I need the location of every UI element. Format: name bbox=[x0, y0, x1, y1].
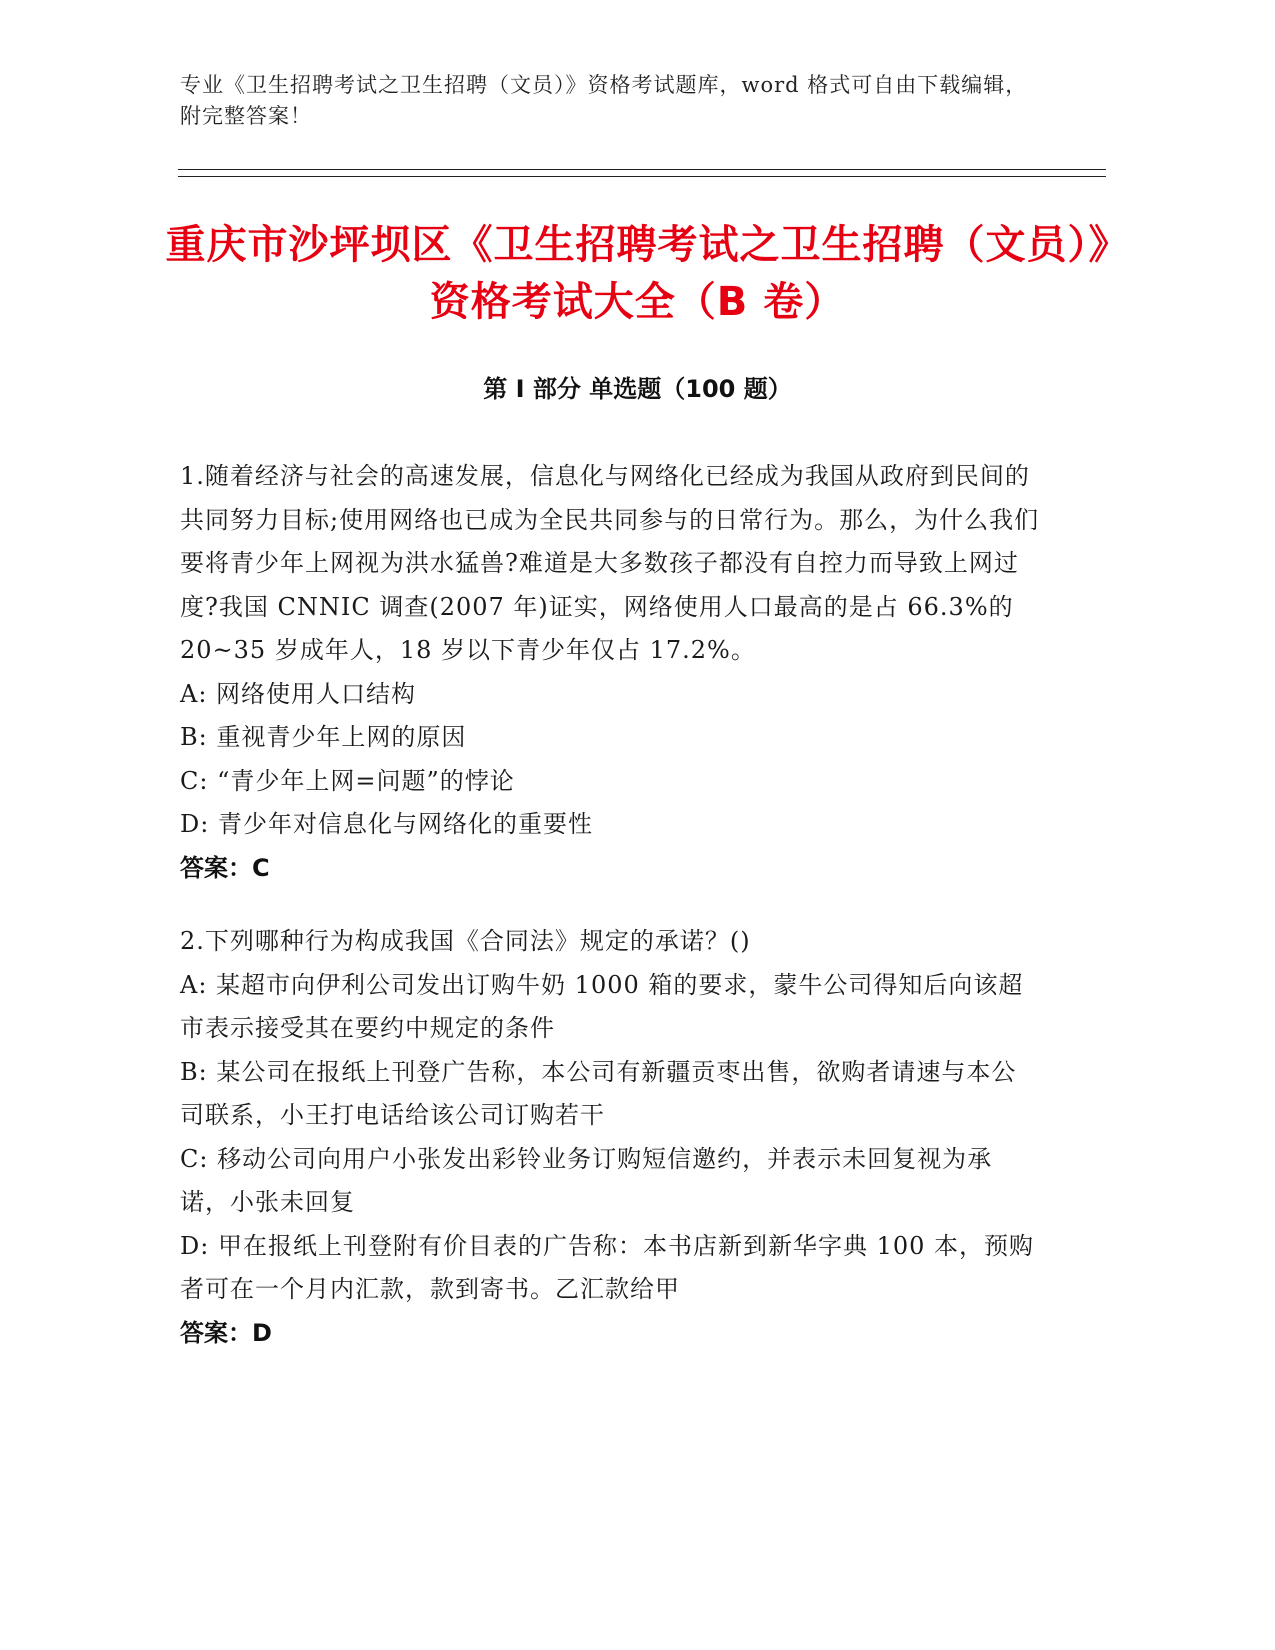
option-d: D: 青少年对信息化与网络化的重要性 bbox=[180, 810, 593, 838]
option-b: B: 重视青少年上网的原因 bbox=[180, 723, 467, 751]
section-title: 第 I 部分 单选题（100 题） bbox=[483, 375, 792, 403]
header-divider-top bbox=[178, 169, 1106, 170]
question-list bbox=[180, 455, 1040, 1385]
option-a: A: 网络使用人口结构 bbox=[180, 679, 417, 708]
option-c: C: “青少年上网=问题”的悖论 bbox=[180, 766, 515, 795]
option-a: A: 某超市向伊利公司发出订购牛奶 1000 箱的要求，蒙牛公司得知后向该超市表示接受其在要约中规定的条件 bbox=[180, 970, 1024, 1042]
header-note: 专业《卫生招聘考试之卫生招聘（文员）》资格考试题库，word 格式可自由下载编辑，附完整答案！ bbox=[180, 73, 1028, 128]
question-2 bbox=[180, 920, 1040, 1355]
document-title: 重庆市沙坪坝区《卫生招聘考试之卫生招聘（文员）》资格考试大全（B 卷） bbox=[165, 222, 1110, 325]
question-stem: 1.随着经济与社会的高速发展，信息化与网络化已经成为我国从政府到民间的共同努力目标;使用网络也已成为全民共同参与的日常行为。那么，为什么我们要将青少年上网视为洪水猛兽?难道是大多数孩子都没有自控力而导致上网过度?我国 CNNIC 调查(2007 年)证实，网络使用人口最高的是占 66.3%的 20~35 岁成年人，18 岁以下青少年仅占 17.2%。 bbox=[180, 462, 1040, 664]
question-stem: 2.下列哪种行为构成我国《合同法》规定的承诺？() bbox=[180, 927, 751, 955]
answer: 答案：D bbox=[180, 1318, 272, 1347]
question-1 bbox=[180, 455, 1040, 890]
option-d: D: 甲在报纸上刊登附有价目表的广告称：本书店新到新华字典 100 本，预购者可在一个月内汇款，款到寄书。乙汇款给甲 bbox=[180, 1231, 1035, 1303]
answer: 答案：C bbox=[180, 853, 270, 882]
header-divider-bottom bbox=[178, 176, 1106, 177]
option-b: B: 某公司在报纸上刊登广告称，本公司有新疆贡枣出售，欲购者请速与本公司联系，小王打电话给该公司订购若干 bbox=[180, 1057, 1017, 1129]
option-c: C: 移动公司向用户小张发出彩铃业务订购短信邀约，并表示未回复视为承诺，小张未回复 bbox=[180, 1144, 993, 1216]
